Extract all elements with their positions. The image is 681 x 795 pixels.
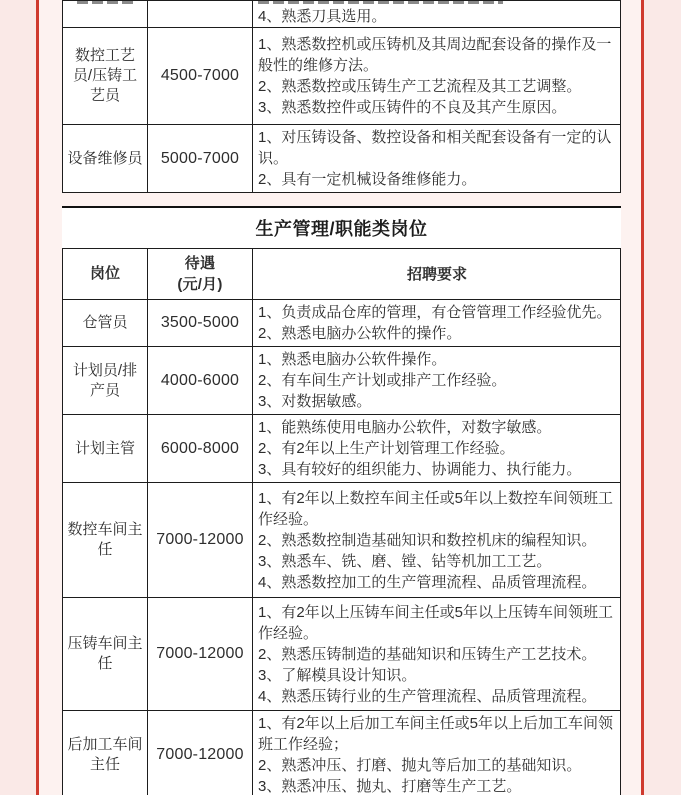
salary-cell: 4500-7000 (147, 28, 252, 124)
table-header-row (63, 249, 620, 299)
salary-cell: 7000-12000 (147, 711, 252, 795)
header-salary (147, 249, 252, 299)
header-salary-line1: 待遇 (184, 255, 216, 272)
requirements-cell (252, 28, 620, 124)
salary-cell: 5000-7000 (147, 125, 252, 192)
section-title: 生产管理/职能类岗位 (255, 219, 428, 239)
requirement-item: 3、对数据敏感。 (258, 393, 372, 410)
requirement-item: 4、熟悉数控加工的生产管理流程、品质管理流程。 (258, 573, 597, 591)
requirement-item: 4、熟悉刀具选用。 (258, 7, 387, 25)
requirement-item: 2、熟悉数控制造基础知识和数控机床的编程知识。 (258, 531, 597, 549)
salary-cell: 4000-6000 (147, 347, 252, 414)
section-caption (62, 206, 621, 248)
requirement-item: 1、熟悉电脑办公软件操作。 (258, 351, 447, 368)
salary-cell: 7000-12000 (147, 598, 252, 710)
requirement-item: 3、熟悉车、铣、磨、镗、钻等机加工工艺。 (258, 552, 552, 570)
job-title-cell: 数控工艺员/压铸工艺员 (72, 47, 138, 104)
requirement-item: 1、有2年以上压铸车间主任或5年以上压铸车间领班工作经验。 (258, 603, 614, 642)
cut-off-text-sliver (77, 1, 133, 4)
requirement-item: 1、负责成品仓库的管理，有仓管管理工作经验优先。 (258, 304, 612, 321)
table-row (63, 124, 620, 192)
salary-cell: 3500-5000 (147, 300, 252, 346)
job-title-cell: 仓管员 (82, 314, 128, 331)
table-row-cut-off (63, 1, 620, 27)
table-row (63, 710, 620, 795)
management-jobs-table (62, 248, 621, 795)
job-title-cell: 后加工车间主任 (67, 736, 143, 773)
requirements-cell (252, 415, 620, 482)
cut-off-text-sliver (258, 1, 503, 4)
job-title-cell: 压铸车间主任 (67, 635, 143, 672)
requirement-item: 3、具有较好的组织能力、协调能力、执行能力。 (258, 461, 582, 478)
header-position: 岗位 (89, 265, 120, 282)
salary-cell (147, 1, 252, 27)
content-column (62, 0, 621, 795)
left-frame-line (36, 0, 39, 795)
header-salary-line2: (元/月) (177, 276, 223, 293)
job-title-cell: 设备维修员 (67, 149, 143, 167)
table-row (63, 299, 620, 346)
requirement-item: 3、熟悉数控件或压铸件的不良及其产生原因。 (258, 99, 567, 116)
requirement-item: 2、具有一定机械设备维修能力。 (258, 171, 477, 188)
table-row (63, 482, 620, 597)
job-title-cell: 计划员/排产员 (72, 361, 138, 399)
table-row (63, 27, 620, 124)
job-title-cell: 计划主管 (74, 439, 135, 457)
requirement-item: 1、有2年以上后加工车间主任或5年以上后加工车间领班工作经验； (258, 715, 614, 753)
requirements-cell (252, 711, 620, 795)
table-row (63, 597, 620, 710)
requirements-cell (252, 125, 620, 192)
requirement-item: 2、熟悉电脑办公软件的操作。 (258, 325, 462, 342)
requirement-item: 2、熟悉冲压、打磨、抛丸等后加工的基础知识。 (258, 757, 582, 774)
requirements-cell (252, 483, 620, 597)
requirement-item: 3、熟悉冲压、抛丸、打磨等生产工艺。 (258, 778, 522, 795)
requirement-item: 3、了解模具设计知识。 (258, 666, 417, 684)
requirement-item: 1、有2年以上数控车间主任或5年以上数控车间领班工作经验。 (258, 489, 614, 528)
requirements-cell (252, 1, 620, 27)
right-frame-line (641, 0, 644, 795)
table-row (63, 414, 620, 482)
job-title-cell (63, 1, 147, 27)
requirement-item: 1、对压铸设备、数控设备和相关配套设备有一定的认识。 (258, 129, 612, 167)
requirements-cell (252, 347, 620, 414)
requirement-item: 2、熟悉数控或压铸生产工艺流程及其工艺调整。 (258, 78, 582, 95)
salary-cell: 7000-12000 (147, 483, 252, 597)
requirement-item: 1、能熟练使用电脑办公软件，对数字敏感。 (258, 419, 552, 436)
requirement-item: 2、有车间生产计划或排产工作经验。 (258, 372, 507, 389)
header-requirements: 招聘要求 (252, 249, 620, 299)
requirements-cell (252, 300, 620, 346)
requirement-item: 2、有2年以上生产计划管理工作经验。 (258, 440, 515, 457)
skilled-jobs-table (62, 0, 621, 193)
salary-cell: 6000-8000 (147, 415, 252, 482)
requirement-item: 4、熟悉压铸行业的生产管理流程、品质管理流程。 (258, 687, 597, 705)
requirement-item: 1、熟悉数控机或压铸机及其周边配套设备的操作及一般性的维修方法。 (258, 36, 612, 74)
job-title-cell: 数控车间主任 (67, 521, 143, 558)
requirement-item: 2、熟悉压铸制造的基础知识和压铸生产工艺技术。 (258, 645, 597, 663)
table-row (63, 346, 620, 414)
requirements-cell (252, 598, 620, 710)
